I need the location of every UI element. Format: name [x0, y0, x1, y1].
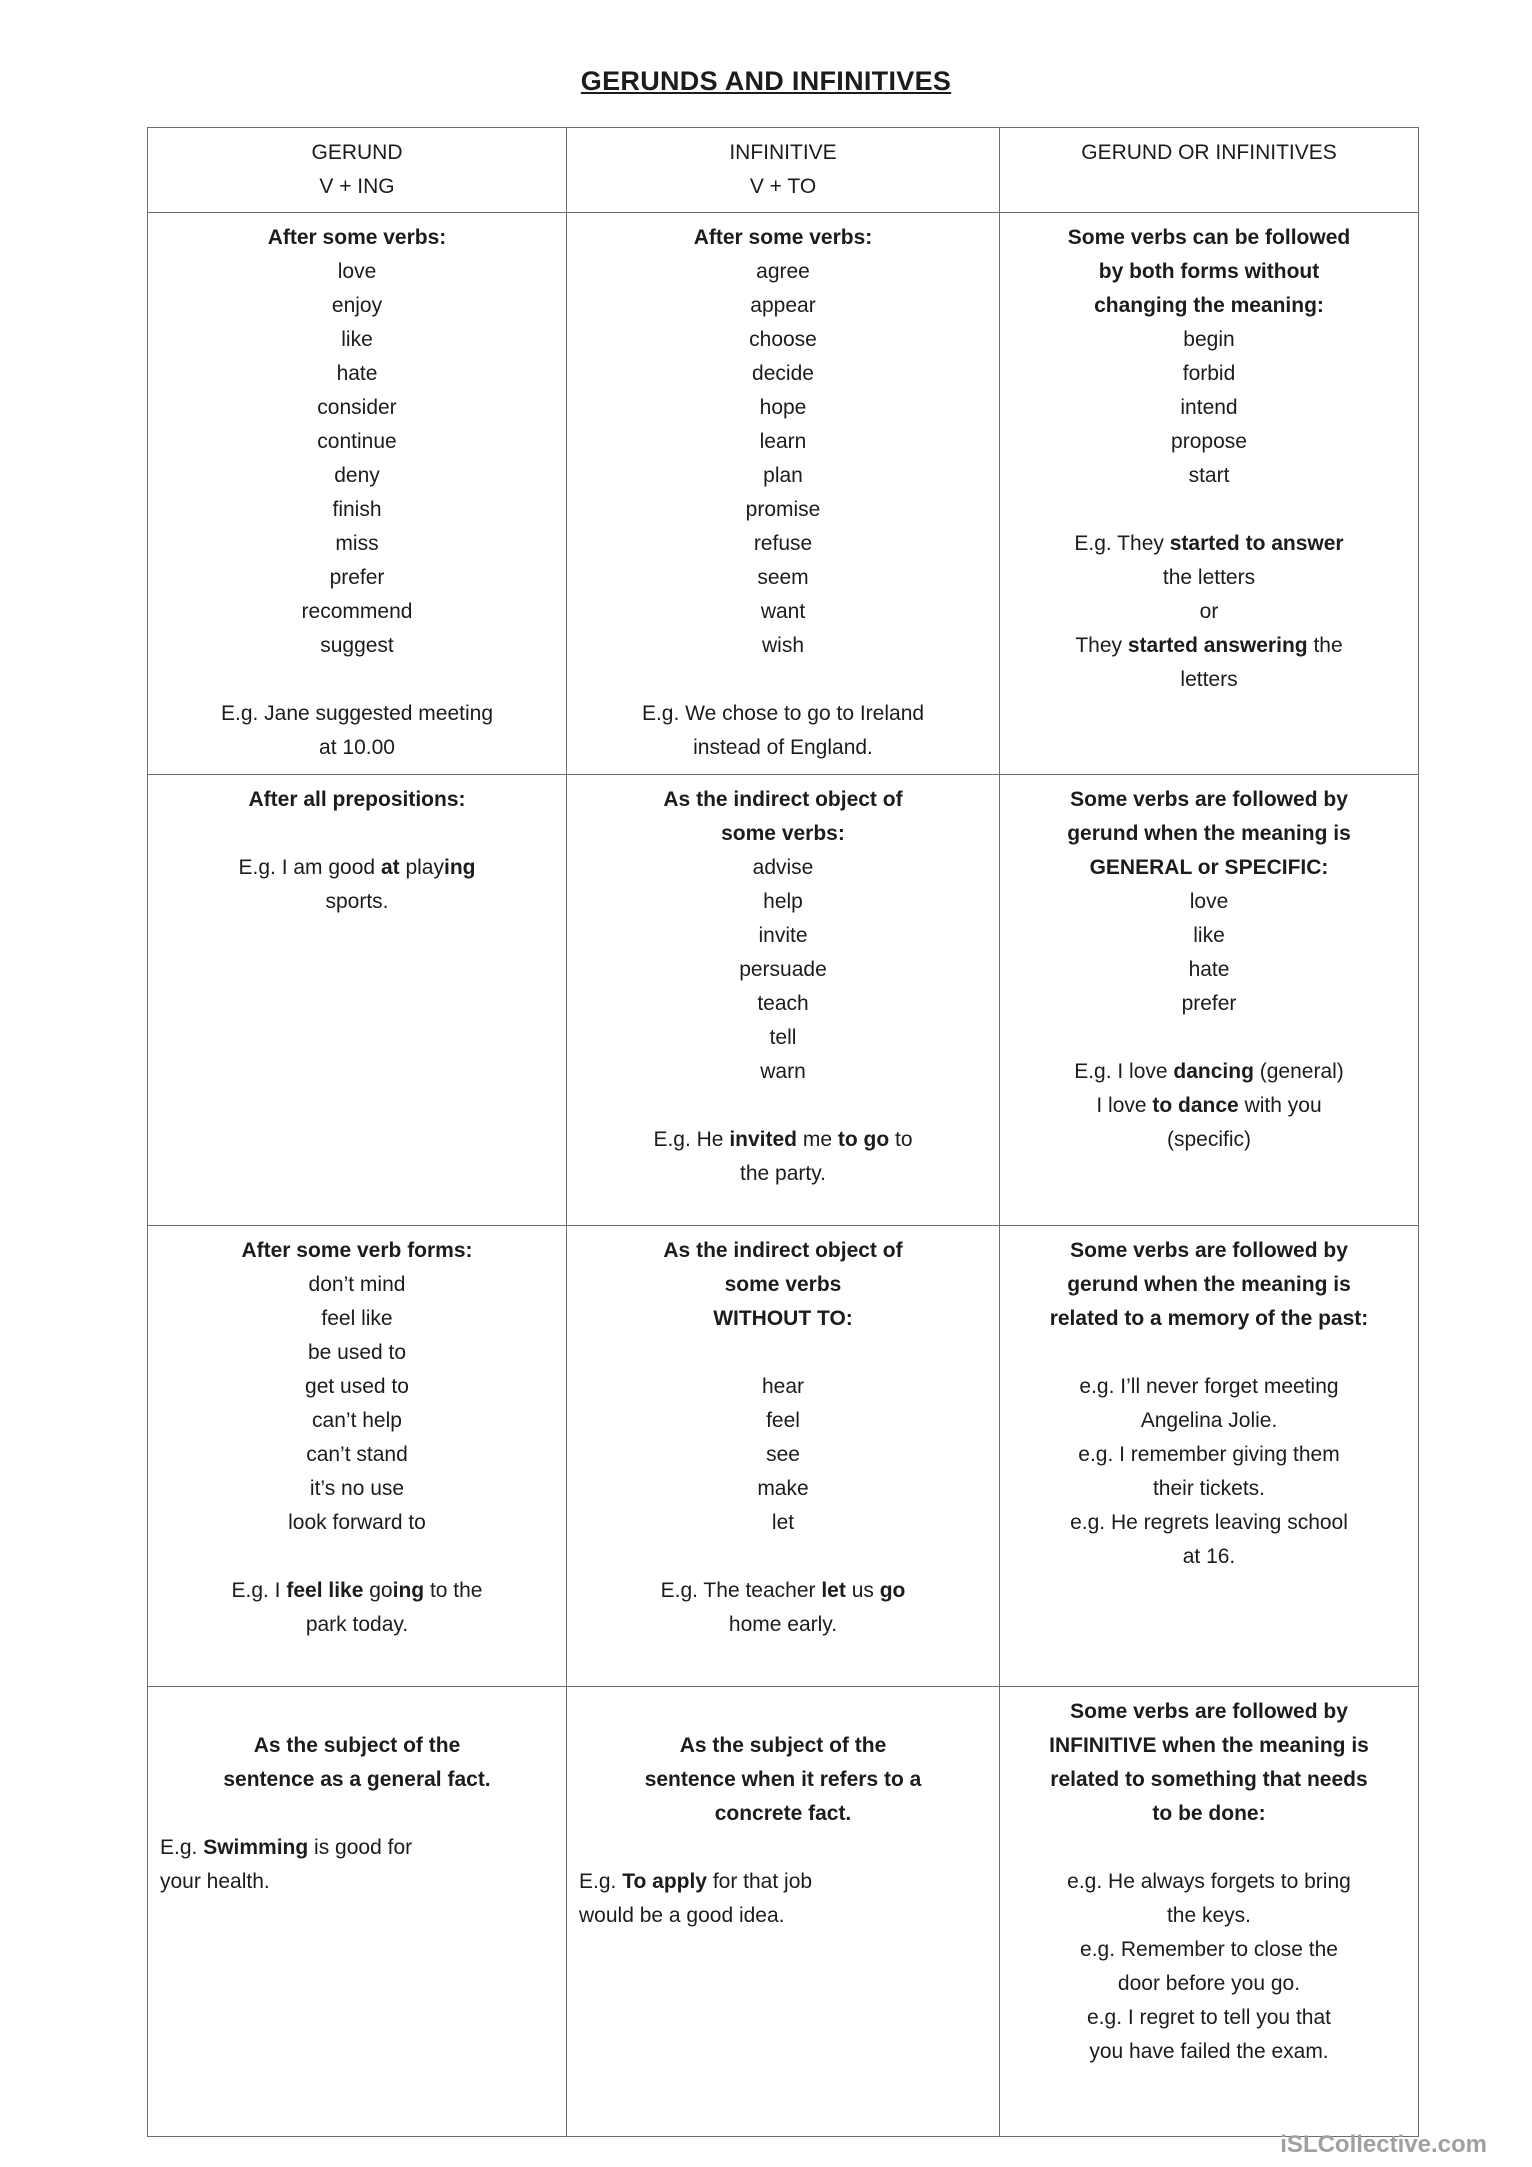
table-cell [148, 1687, 567, 2137]
text-line: warn [760, 1060, 806, 1083]
cell-paragraph [579, 1729, 987, 1831]
cell-paragraph [1012, 527, 1406, 697]
text-line: some verbs: [721, 822, 845, 845]
grammar-table [147, 127, 1419, 2137]
table-cell [1000, 213, 1419, 775]
text-line: E.g. I feel like going to the [231, 1579, 483, 1602]
text-line: e.g. I’ll never forget meeting [1079, 1375, 1339, 1398]
text-line: begin [1183, 328, 1235, 351]
text-line: look forward to [288, 1511, 426, 1534]
text-line: the keys. [1166, 1904, 1252, 1927]
text-line: forbid [1182, 362, 1236, 385]
text-line: hope [759, 396, 807, 419]
text-line: They started answering the [1075, 634, 1343, 657]
cell-paragraph [579, 1370, 987, 1540]
text-line: E.g. Swimming is good for [160, 1836, 413, 1859]
text-line: promise [745, 498, 821, 521]
text-line: concrete fact. [714, 1802, 852, 1825]
text-line: the party. [740, 1162, 826, 1185]
table-row [148, 775, 1419, 1226]
cell-paragraph [160, 1831, 554, 1899]
text-line: get used to [305, 1375, 409, 1398]
cell-paragraph [160, 221, 554, 255]
cell-paragraph [1012, 323, 1406, 493]
text-line: can’t stand [306, 1443, 408, 1466]
text-line: learn [759, 430, 807, 453]
text-line: After all prepositions: [248, 788, 466, 811]
text-line: E.g. Jane suggested meeting [220, 702, 493, 725]
text-line: refuse [753, 532, 813, 555]
text-line: or [1199, 600, 1219, 623]
text-line: you have failed the exam. [1089, 2040, 1329, 2063]
header-cell-infinitive [567, 128, 1000, 213]
text-line: park today. [305, 1613, 409, 1636]
cell-paragraph [1012, 1370, 1406, 1574]
cell-paragraph [1012, 1055, 1406, 1157]
text-line: letters [1180, 668, 1238, 691]
header-line: GERUND [311, 141, 403, 164]
text-line: persuade [739, 958, 827, 981]
cell-paragraph [1012, 885, 1406, 1021]
text-line: seem [757, 566, 809, 589]
cell-paragraph [1012, 221, 1406, 323]
table-body [148, 213, 1419, 2137]
text-line: invite [758, 924, 808, 947]
cell-paragraph [579, 255, 987, 663]
text-line: decide [752, 362, 814, 385]
cell-paragraph [160, 783, 554, 817]
text-line: E.g. We chose to go to Ireland [641, 702, 925, 725]
text-line: at 10.00 [319, 736, 395, 759]
table-row [148, 1226, 1419, 1687]
cell-paragraph [579, 221, 987, 255]
text-line: their tickets. [1152, 1477, 1266, 1500]
text-line: home early. [728, 1613, 838, 1636]
text-line: hate [336, 362, 378, 385]
cell-paragraph [1012, 1234, 1406, 1336]
text-line: start [1188, 464, 1230, 487]
page-title: GERUNDS AND INFINITIVES [580, 66, 952, 96]
cell-paragraph [1012, 783, 1406, 885]
text-line: E.g. He invited me to go to [653, 1128, 913, 1151]
text-line: As the indirect object of [663, 1239, 903, 1262]
table-cell [1000, 1687, 1419, 2137]
header-line: V + ING [319, 175, 395, 198]
text-line: plan [763, 464, 803, 487]
text-line: appear [750, 294, 816, 317]
text-line: After some verbs: [267, 226, 447, 249]
footer-watermark: iSLCollective.com [1280, 2131, 1487, 2158]
cell-paragraph [160, 697, 554, 765]
text-line: miss [335, 532, 379, 555]
text-line: GENERAL or SPECIFIC: [1089, 856, 1329, 879]
text-line: let [771, 1511, 795, 1534]
text-line: e.g. I regret to tell you that [1087, 2006, 1331, 2029]
table-row [148, 1687, 1419, 2137]
text-line: suggest [320, 634, 394, 657]
text-line: can’t help [312, 1409, 402, 1432]
cell-paragraph [1012, 1865, 1406, 2069]
cell-paragraph [579, 851, 987, 1089]
table-row [148, 213, 1419, 775]
cell-paragraph [579, 1574, 987, 1642]
table-cell [567, 775, 1000, 1226]
text-line: recommend [301, 600, 413, 623]
text-line: like [341, 328, 373, 351]
text-line: by both forms without [1098, 260, 1320, 283]
text-line: propose [1171, 430, 1247, 453]
cell-paragraph [579, 697, 987, 765]
text-line: e.g. He always forgets to bring [1067, 1870, 1351, 1893]
table-cell [1000, 1226, 1419, 1687]
text-line: would be a good idea. [579, 1904, 785, 1927]
text-line: Some verbs are followed by [1070, 1700, 1348, 1723]
text-line: sports. [325, 890, 389, 913]
header-row [148, 128, 1419, 213]
table-cell [567, 213, 1000, 775]
text-line: teach [757, 992, 809, 1015]
text-line: e.g. I remember giving them [1078, 1443, 1340, 1466]
table-cell [567, 1226, 1000, 1687]
text-line: finish [332, 498, 382, 521]
header-cell-gerund [148, 128, 567, 213]
text-line: INFINITIVE when the meaning is [1049, 1734, 1369, 1757]
cell-paragraph [160, 1234, 554, 1268]
text-line: instead of England. [693, 736, 873, 759]
cell-paragraph [1012, 1695, 1406, 1831]
text-line: Some verbs are followed by [1070, 788, 1348, 811]
header-cell-gerund-or-infinitives [1000, 128, 1419, 213]
text-line: gerund when the meaning is [1067, 1273, 1351, 1296]
cell-paragraph [160, 1729, 554, 1797]
text-line: hear [761, 1375, 805, 1398]
text-line: agree [756, 260, 810, 283]
text-line: choose [749, 328, 817, 351]
table-cell [567, 1687, 1000, 2137]
text-line: e.g. He regrets leaving school [1070, 1511, 1348, 1534]
text-line: As the subject of the [679, 1734, 887, 1757]
text-line: prefer [1181, 992, 1237, 1015]
cell-paragraph [160, 851, 554, 919]
text-line: feel like [321, 1307, 393, 1330]
table-cell [148, 1226, 567, 1687]
text-line: E.g. To apply for that job [579, 1870, 813, 1893]
text-line: As the subject of the [253, 1734, 461, 1757]
cell-paragraph [579, 1234, 987, 1336]
cell-paragraph [579, 1123, 987, 1191]
text-line: continue [317, 430, 397, 453]
text-line: enjoy [331, 294, 383, 317]
text-line: E.g. I am good at playing [238, 856, 476, 879]
header-line: GERUND OR INFINITIVES [1081, 141, 1337, 164]
text-line: it’s no use [309, 1477, 405, 1500]
cell-paragraph [160, 255, 554, 663]
text-line: deny [334, 464, 380, 487]
text-line: (specific) [1166, 1128, 1251, 1151]
table-cell [148, 775, 567, 1226]
text-line: changing the meaning: [1094, 294, 1324, 317]
text-line: feel [766, 1409, 800, 1432]
text-line: some verbs [724, 1273, 842, 1296]
text-line: help [763, 890, 803, 913]
cell-paragraph [160, 1574, 554, 1642]
text-line: love [337, 260, 377, 283]
text-line: see [766, 1443, 800, 1466]
header-line: INFINITIVE [729, 141, 837, 164]
text-line: at 16. [1182, 1545, 1236, 1568]
text-line: WITHOUT TO: [713, 1307, 853, 1330]
text-line: related to something that needs [1050, 1768, 1368, 1791]
text-line: sentence as a general fact. [223, 1768, 491, 1791]
text-line: prefer [329, 566, 385, 589]
text-line: intend [1180, 396, 1238, 419]
cell-paragraph [579, 783, 987, 851]
table-cell [1000, 775, 1419, 1226]
text-line: your health. [160, 1870, 270, 1893]
text-line: love [1189, 890, 1229, 913]
table-cell [148, 213, 567, 775]
text-line: consider [317, 396, 397, 419]
text-line: After some verb forms: [241, 1239, 473, 1262]
text-line: tell [769, 1026, 797, 1049]
text-line: the letters [1162, 566, 1256, 589]
text-line: Some verbs can be followed [1067, 226, 1351, 249]
text-line: Some verbs are followed by [1070, 1239, 1348, 1262]
table-header [148, 128, 1419, 213]
text-line: door before you go. [1117, 1972, 1301, 1995]
text-line: hate [1188, 958, 1230, 981]
text-line: make [757, 1477, 809, 1500]
cell-paragraph [160, 1268, 554, 1540]
text-line: don’t mind [308, 1273, 406, 1296]
text-line: Angelina Jolie. [1140, 1409, 1278, 1432]
text-line: E.g. They started to answer [1074, 532, 1344, 555]
text-line: related to a memory of the past: [1049, 1307, 1369, 1330]
text-line: wish [761, 634, 804, 657]
header-line: V + TO [749, 175, 817, 198]
text-line: like [1193, 924, 1225, 947]
text-line: be used to [307, 1341, 407, 1364]
text-line: advise [752, 856, 814, 879]
text-line: e.g. Remember to close the [1080, 1938, 1338, 1961]
text-line: gerund when the meaning is [1067, 822, 1351, 845]
text-line: sentence when it refers to a [644, 1768, 922, 1791]
text-line: E.g. The teacher let us go [660, 1579, 906, 1602]
text-line: After some verbs: [693, 226, 873, 249]
text-line: As the indirect object of [663, 788, 903, 811]
text-line: E.g. I love dancing (general) [1074, 1060, 1344, 1083]
cell-paragraph [579, 1865, 987, 1933]
text-line: I love to dance with you [1096, 1094, 1322, 1117]
text-line: to be done: [1152, 1802, 1266, 1825]
text-line: want [760, 600, 806, 623]
